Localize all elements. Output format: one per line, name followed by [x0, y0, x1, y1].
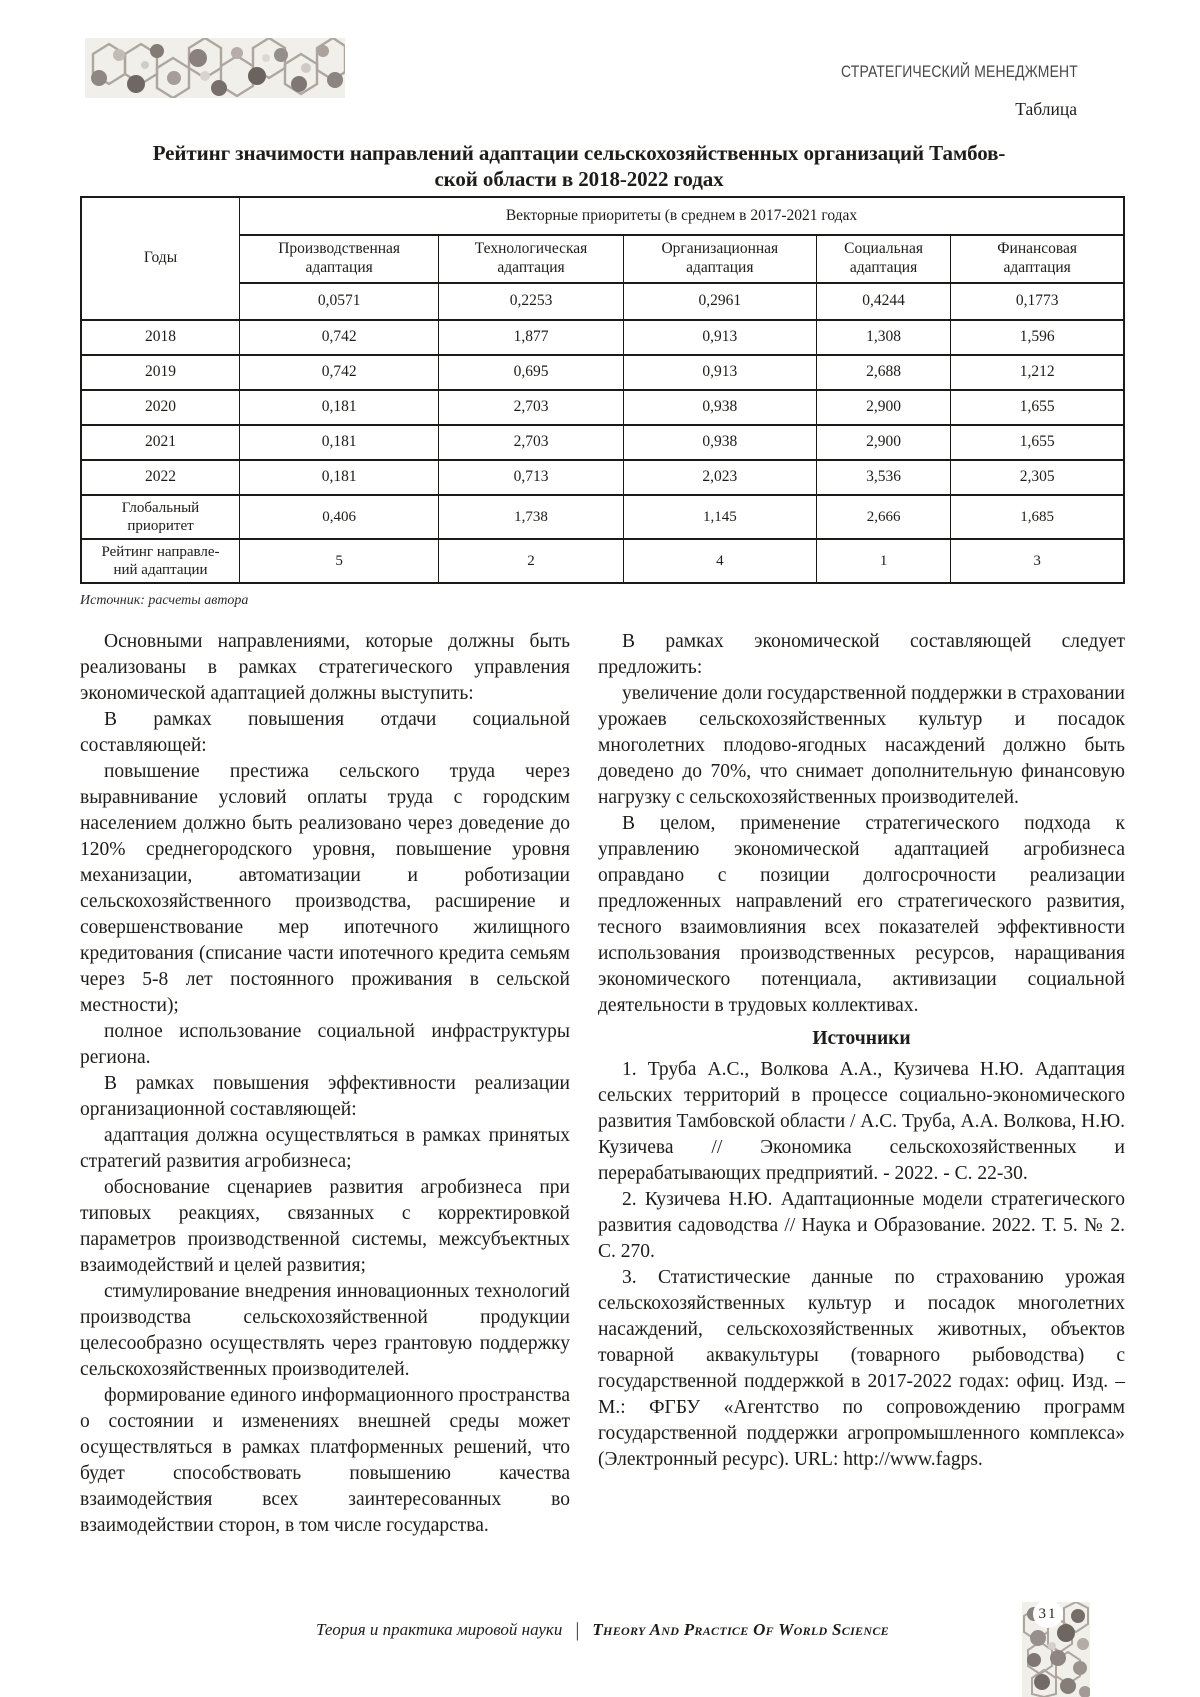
table-row: [81, 460, 1124, 495]
journal-logo-molecule-icon: [85, 38, 345, 98]
weight-cell: 0,2253: [439, 283, 624, 320]
article-table-title: Рейтинг значимости направлений адаптации сельскохозяйственных организаций Тамбов- ской области в 2018-2022 годах: [152, 141, 1006, 191]
column-header-cell: Организационная адаптация: [623, 235, 816, 283]
table-row: [81, 390, 1124, 425]
table-row: [81, 495, 1124, 539]
value-cell: 1,145: [623, 495, 816, 539]
paragraph: В рамках повышения эффективности реализации организационной составляющей:: [80, 1073, 570, 1120]
value-cell: 1,738: [439, 495, 624, 539]
paragraph: Основными направлениями, которые должны быть реализованы в рамках стратегического управления экономической адаптацией должны выступить:: [80, 631, 570, 704]
group-header-cell: Векторные приоритеты (в среднем в 2017-2021 годах: [240, 197, 1124, 235]
paragraph: повышение престижа сельского труда через выравнивание условий оплаты труда с городским населением должно быть реализовано через доведение до 120% среднегородского уровня, повышение уровня механизации, автоматизации и роботизации сельскохозяйственного производства, расширение и совершенствование мер ипотечного жилищного кредитования (списание части ипотечного кредита семьям через 5-8 лет постоянного проживания в сельской местности);: [80, 761, 570, 1016]
paragraph: В рамках повышения отдачи социальной составляющей:: [80, 709, 570, 756]
table-row: [81, 320, 1124, 355]
column-header-cell: Производственная адаптация: [240, 235, 439, 283]
value-cell: 2,688: [816, 355, 951, 390]
value-cell: 0,713: [439, 460, 624, 495]
journal-section-title: СТРАТЕГИЧЕСКИЙ МЕНЕДЖМЕНТ: [841, 62, 1078, 81]
value-cell: 3,536: [816, 460, 951, 495]
value-cell: 0,695: [439, 355, 624, 390]
value-cell: 0,938: [623, 425, 816, 460]
value-cell: 2,900: [816, 390, 951, 425]
paragraph: обоснование сценариев развития агробизнеса при типовых реакциях, связанных с корректировкой параметров производственной системы, межсубъектных взаимодействий и целей развития;: [80, 1177, 570, 1276]
paragraph: формирование единого информационного пространства о состоянии и изменениях внешней среды может осуществляться в рамках платформенных решений, что будет способствовать повышению качества взаимодействия всех заинтересованных во взаимодействии сторон, в том числе государства.: [80, 1385, 570, 1536]
page-footer: [80, 1618, 1125, 1641]
value-cell: 0,938: [623, 390, 816, 425]
value-cell: 4: [623, 539, 816, 583]
value-cell: 0,742: [240, 355, 439, 390]
footer-journal-title-en: Theory And Practice Of World Science: [592, 1620, 889, 1639]
row-label-cell: 2018: [81, 320, 240, 355]
weight-cell: 0,0571: [240, 283, 439, 320]
right-text-column: [598, 629, 1125, 1539]
value-cell: 1: [816, 539, 951, 583]
table-row: [81, 355, 1124, 390]
paragraph: адаптация должна осуществляться в рамках принятых стратегий развития агробизнеса;: [80, 1125, 570, 1172]
footer-journal-title-ru: Теория и практика мировой науки: [316, 1620, 563, 1639]
value-cell: 0,913: [623, 320, 816, 355]
page-number-badge: 31: [1033, 1600, 1063, 1628]
paragraph: В рамках экономической составляющей следует предложить:: [598, 631, 1125, 678]
table-row: [81, 539, 1124, 583]
value-cell: 1,596: [951, 320, 1124, 355]
table-row: [81, 425, 1124, 460]
left-text-column: [80, 629, 570, 1539]
value-cell: 0,181: [240, 425, 439, 460]
value-cell: 2,703: [439, 425, 624, 460]
value-cell: 2,305: [951, 460, 1124, 495]
value-cell: 2,703: [439, 390, 624, 425]
table-row: [81, 197, 1124, 235]
reference-item: 3. Статистические данные по страхованию урожая сельскохозяйственных культур и посадок многолетних насаждений, сельскохозяйственных животных, объектов товарной аквакультуры (товарного рыбоводства) с государственной поддержкой в 2017-2022 годах: офиц. Изд. – М.: ФГБУ «Агентство по сопровождению программ государственной поддержки агропромышленного комплекса» (Электронный ресурс). URL: http://www.fagps.: [598, 1267, 1125, 1470]
value-cell: 1,655: [951, 425, 1124, 460]
column-header-cell: Финансовая адаптация: [951, 235, 1124, 283]
value-cell: 2: [439, 539, 624, 583]
two-column-text: [80, 629, 1125, 1539]
row-label-cell: Рейтинг направле- ний адаптации: [81, 539, 240, 583]
value-cell: 0,913: [623, 355, 816, 390]
weight-cell: 0,4244: [816, 283, 951, 320]
row-label-cell: 2021: [81, 425, 240, 460]
value-cell: 0,742: [240, 320, 439, 355]
value-cell: 0,181: [240, 460, 439, 495]
value-cell: 5: [240, 539, 439, 583]
value-cell: 0,406: [240, 495, 439, 539]
value-cell: 1,877: [439, 320, 624, 355]
value-cell: 0,181: [240, 390, 439, 425]
row-label-cell: 2020: [81, 390, 240, 425]
row-label-cell: 2022: [81, 460, 240, 495]
weight-cell: 0,1773: [951, 283, 1124, 320]
value-cell: 1,685: [951, 495, 1124, 539]
paragraph: стимулирование внедрения инновационных технологий производства сельскохозяйственной продукции целесообразно осуществлять через грантовую поддержку сельскохозяйственных производителей.: [80, 1281, 570, 1380]
paragraph: В целом, применение стратегического подхода к управлению экономической адаптацией агробизнеса оправдано с позиции долгосрочности реализации предложенных направлений его стратегического развития, тесного взаимовлияния всех показателей эффективности использования производственных ресурсов, наращивания экономического потенциала, активизации социальной деятельности в трудовых коллективах.: [598, 813, 1125, 1016]
weight-cell: 0,2961: [623, 283, 816, 320]
value-cell: 2,900: [816, 425, 951, 460]
table-caption-label: Таблица: [1015, 99, 1077, 119]
sources-heading: Источники: [812, 1028, 911, 1049]
value-cell: 1,308: [816, 320, 951, 355]
years-header-cell: Годы: [81, 197, 240, 320]
value-cell: 2,023: [623, 460, 816, 495]
rating-table: [80, 196, 1125, 584]
page-content: [80, 196, 1125, 1539]
value-cell: 1,655: [951, 390, 1124, 425]
value-cell: 3: [951, 539, 1124, 583]
table-source-note: Источник: расчеты автора: [80, 593, 249, 608]
value-cell: 1,212: [951, 355, 1124, 390]
footer-divider: |: [575, 1619, 580, 1641]
reference-item: 2. Кузичева Н.Ю. Адаптационные модели стратегического развития садоводства // Наука и Образование. 2022. Т. 5. № 2. С. 270.: [598, 1189, 1125, 1262]
paragraph: увеличение доли государственной поддержки в страховании урожаев сельскохозяйственных культур и посадок многолетних плодово-ягодных насаждений должно быть доведено до 70%, что снимает дополнительную финансовую нагрузку с сельскохозяйственных производителей.: [598, 683, 1125, 808]
reference-item: 1. Труба А.С., Волкова А.А., Кузичева Н.Ю. Адаптация сельских территорий в процессе социально-экономического развития Тамбовской области / А.С. Труба, А.А. Волкова, Н.Ю. Кузичева // Экономика сельскохозяйственных и перерабатывающих предприятий. - 2022. - С. 22-30.: [598, 1059, 1125, 1184]
column-header-cell: Социальная адаптация: [816, 235, 951, 283]
row-label-cell: Глобальный приоритет: [81, 495, 240, 539]
paragraph: полное использование социальной инфраструктуры региона.: [80, 1021, 570, 1068]
value-cell: 2,666: [816, 495, 951, 539]
row-label-cell: 2019: [81, 355, 240, 390]
column-header-cell: Технологическая адаптация: [439, 235, 624, 283]
